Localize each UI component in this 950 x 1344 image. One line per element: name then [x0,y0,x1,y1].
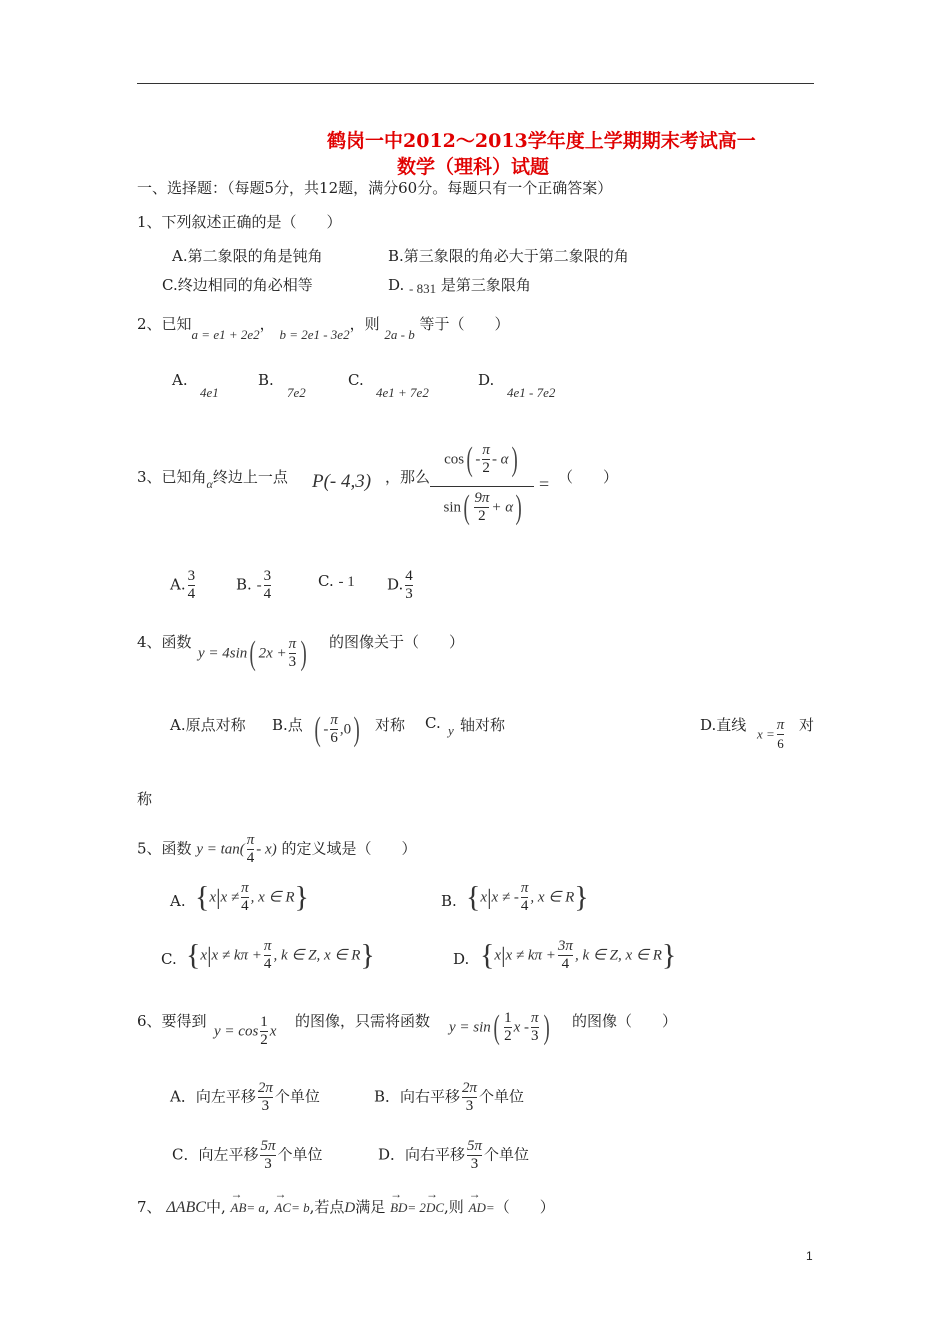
q3-option-a-frac [188,568,196,603]
q3-option-b [236,568,273,603]
q1-option-d-tail: 是第三象限角 [440,276,531,294]
q6-function-2-n: 1 [504,1010,512,1026]
q2-option-b: 7e2 [287,385,306,400]
q7-point-d: D [344,1200,356,1216]
q5-option-b-tail: , x ∈ R [530,889,575,906]
q5-option-c-label: C. [161,950,177,968]
q5-option-c-pre: x [200,947,208,964]
q4-option-b-rparen: ) [353,710,360,748]
q3-option-c-label: C. [318,572,334,590]
q5-option-d-tail: , k ∈ Z, x ∈ R [574,947,662,964]
q6-option-d-frac [467,1138,482,1173]
q6-option-b-pre: B．向右平移 [374,1087,461,1106]
q7-vector-ac: → AC [274,1200,291,1216]
q3-option-c-value: - 1 [338,574,355,590]
q3-option-b-sign: - [256,577,262,594]
q3-mid: 终边上一点 [212,468,288,486]
q6-option-b-tail: 个单位 [479,1087,525,1106]
q3-denominator-frac-n: 9π [474,490,490,506]
q5-option-d: {x|x ≠ kπ + $\frac{3\pi}{4}$ , k ∈ Z, x ∈ R} [480,938,677,972]
q2-option-a: 4e1 [200,385,219,400]
q3-numerator-lparen: ( [466,440,473,478]
q6-function-1-tail: x [269,1023,277,1040]
q6-function-2-lparen: ( [493,1008,500,1046]
q6-function-2-frac2 [531,1010,539,1045]
q2-option-b-label: B. [258,371,274,389]
q5-option-a-mid: x ≠ [220,889,240,906]
q5-option-a-pre: x [209,889,217,906]
q1-option-d [388,274,531,295]
q4-option-d-label: D.直线 [700,716,747,734]
q5-option-d-d: 4 [561,956,570,972]
q4-option-b-frac [330,712,338,747]
q7-triangle: ΔABC [166,1199,206,1216]
q5-option-b-mid: x ≠ - [491,889,519,906]
q5-option-c-d: 4 [263,956,272,972]
q7-vector-ac-eq: = b [291,1200,310,1215]
q3-option-d-n: 4 [405,568,413,584]
q4-stem-pre: 4、函数 [137,633,192,651]
q4-function-name: y = 4sin [198,645,248,662]
q6-option-b-frac [462,1080,477,1115]
header-rule [137,83,814,84]
page-number: 1 [806,1249,813,1263]
q6-function-2-name: y = sin [449,1019,491,1036]
q7-then: ,则 [444,1198,464,1216]
q6-option-a-d: 3 [261,1098,270,1114]
q3-option-a-label: A. [170,575,186,594]
q5-option-a-n: π [241,880,249,896]
q5-option-a-label: A. [170,892,186,910]
q4-option-b-d: 6 [330,730,338,746]
q7-stem [137,1196,555,1217]
q5-option-c-n: π [263,938,272,954]
q5-option-c-tail: , k ∈ Z, x ∈ R [273,947,361,964]
q5-option-d-frac [558,938,573,973]
q2-expression: 2a - b [384,327,415,342]
q6-option-c-frac [260,1138,275,1173]
q7-tail: （ ） [494,1198,555,1216]
q7-vector-ad: → AD [469,1200,486,1216]
q5-tail: 的定义域是（ ） [281,839,417,858]
q3-option-b-frac [264,568,272,603]
q6-function-2-frac1 [504,1010,512,1045]
q3-denominator [434,490,534,525]
q6-mid: 的图像，只需将函数 [295,1012,431,1030]
q4-option-b-n: π [330,712,338,728]
q2-option-d: 4e1 - 7e2 [507,385,556,400]
q3-numerator-frac-n: π [482,442,490,458]
q3-option-b-label: B. [236,575,252,594]
q6-function-1-d: 2 [260,1032,268,1048]
q4-option-b-point [312,712,362,747]
q6-function-2-pd: 3 [531,1028,539,1044]
q6-option-c-tail: 个单位 [277,1145,323,1164]
q3-denominator-fn: sin [443,499,462,516]
q6-function-2-rparen: ) [543,1008,550,1046]
q7-point-label: ,若点 [309,1198,345,1216]
q6-option-d-d: 3 [470,1156,479,1172]
q2-option-a-label: A. [172,371,188,389]
q3-denominator-frac-d: 2 [478,508,486,524]
q5-option-d-n: 3π [557,938,573,954]
q3-option-c [318,572,355,591]
q5-function: y = tan( [196,841,245,858]
q3-stem-pre: 3、已知角 [137,468,207,486]
q6-option-c [172,1138,323,1173]
q2-then: ，则 [349,315,380,333]
q5-option-b-n: π [520,880,529,896]
q4-option-b-suffix: 对称 [375,716,406,734]
q3-option-b-n: 3 [263,568,272,584]
q1-option-d-label: D. [388,276,405,294]
q4-option-b-tail: ,0 [339,721,352,738]
q6-option-a-pre: A．向左平移 [170,1087,256,1106]
q4-option-b-label: B.点 [272,716,303,734]
q6-option-d [378,1138,529,1173]
q6-option-a-tail: 个单位 [274,1087,320,1106]
exam-title-line2: 数学（理科）试题 [397,156,550,178]
q7-vector-ab-eq: = a [246,1200,265,1215]
q3-denominator-tail: + α [491,499,514,516]
q3-stem [137,466,288,491]
q5-option-b-label: B. [441,892,457,910]
q5-frac [247,832,255,867]
q4-option-b-minus: - [323,721,329,738]
q4-rparen: ) [300,634,307,672]
q6-tail: 的图像（ ） [572,1012,678,1030]
q7-vector-ad-eq: = [485,1200,495,1215]
q5-frac-n: π [246,832,255,848]
q7-number: 7、 [137,1198,162,1216]
q6-function-1-n: 1 [260,1014,268,1030]
q6-option-a [170,1080,320,1115]
q6-option-c-n: 5π [260,1138,276,1154]
q1-option-c: C.终边相同的角必相等 [162,276,313,294]
q5-option-b-pre: x [480,889,488,906]
q3-numerator-fn: cos [444,451,465,468]
q4-function [198,636,310,671]
q4-frac-n: π [288,636,297,652]
q2-option-c: 4e1 + 7e2 [376,385,429,400]
q4-tail: 的图像关于（ ） [329,633,465,651]
q4-option-d-wrap: 称 [137,790,153,808]
q3-denominator-frac [474,490,489,525]
q2-condition-b: b = 2e1 - 3e2 [279,327,350,342]
q4-option-d-var: x = [757,726,775,742]
q6-function-1 [214,1014,276,1049]
q4-option-d-n: π [776,717,785,733]
q3-option-b-d: 4 [263,586,272,602]
q2-comma: ， [259,315,275,333]
q6-option-b [374,1080,524,1115]
q6-option-d-tail: 个单位 [484,1145,530,1164]
q5-stem-pre: 5、函数 [137,839,192,858]
q5-option-a-d: 4 [241,898,249,914]
q7-vector-bd: → BD [390,1200,407,1216]
q4-option-c-var: y [448,723,454,738]
q7-vector-dc: → DC [426,1200,444,1216]
q3-option-d-frac [405,568,413,603]
q3-option-d-label: D. [387,575,404,594]
q3-option-d [387,568,415,603]
q6-function-2-d: 2 [504,1028,512,1044]
q6-stem-pre: 6、要得到 [137,1012,207,1030]
q1-option-a: A.第二象限的角是钝角 [172,247,323,265]
q2-condition-a: a = e1 + 2e2 [191,327,260,342]
q3-option-a-n: 3 [187,568,196,584]
q5-option-b-d: 4 [520,898,529,914]
q3-denominator-lparen: ( [463,488,470,526]
q5-option-a-frac [241,880,249,915]
q5-option-d-label: D. [453,950,470,968]
q6-option-a-frac [258,1080,273,1115]
q6-option-c-d: 3 [264,1156,272,1172]
q5-function-tail: - x) [256,841,277,858]
q3-option-a [170,568,197,603]
q5-option-c-frac [264,938,272,973]
q3-equals: = [539,474,550,494]
q4-option-c-tail: 轴对称 [460,716,506,734]
q6-option-d-pre: D．向右平移 [378,1145,466,1164]
q1-option-b: B.第三象限的角必大于第二象限的角 [388,247,629,265]
q3-fraction-bar [430,486,534,487]
q4-inner: 2x + [258,645,287,662]
q3-numerator-frac [482,442,490,477]
section-heading: 一、选择题：（每题5分，共12题，满分60分。每题只有一个正确答案） [137,179,613,197]
q4-option-d-frac [777,717,785,752]
q3-option-a-d: 4 [187,586,196,602]
q7-vector-ab: → AB [231,1200,247,1216]
q5-stem [137,832,417,867]
q2-option-d-label: D. [478,371,495,389]
q2-tail: 等于（ ） [419,315,510,333]
q1-option-d-math: - 831 [409,281,437,296]
q3-denominator-rparen: ) [515,488,522,526]
q3-tail: （ ） [558,468,619,486]
q7-vector-bd-eq: = 2 [407,1200,426,1215]
q6-function-2-mid: x - [513,1019,530,1036]
q3-point: P(- 4,3) [312,471,372,492]
q4-frac-d: 3 [288,654,297,670]
q4-frac [289,636,297,671]
q3-alpha: α [206,477,213,491]
q2-stem-pre: 2、已知 [137,315,192,333]
q4-option-c-label: C. [425,714,441,732]
q5-option-c-mid: x ≠ kπ + [211,947,262,964]
q2-stem [137,313,510,342]
q3-then: ，那么 [385,468,431,486]
q6-function-1-name: y = cos [214,1023,259,1040]
q6-function-1-frac [260,1014,268,1049]
q6-option-a-n: 2π [257,1080,273,1096]
q2-option-c-label: C. [348,371,364,389]
q5-option-b: {x|x ≠ - $\frac{\pi}{4}$ , x ∈ R} [466,880,589,914]
q7-zh1: 中, [205,1198,226,1216]
q4-option-d-d: 6 [777,736,784,751]
q5-option-c: {x|x ≠ kπ + $\frac{\pi}{4}$ , k ∈ Z, x ∈ R} [186,938,375,972]
q7-comma: , [264,1198,270,1216]
exam-title-line1: 鹤岗一中2012～2013学年度上学期期末考试高一 [327,130,756,152]
q5-option-d-mid: x ≠ kπ + [505,947,556,964]
q1-stem: 1、下列叙述正确的是（ ） [137,213,342,231]
q5-option-d-pre: x [494,947,502,964]
q3-option-d-d: 3 [405,586,413,602]
q3-numerator-rparen: ) [511,440,518,478]
q6-option-c-pre: C．向左平移 [172,1145,259,1164]
q4-option-d-expr [757,717,786,752]
q5-option-a-tail: , x ∈ R [250,889,295,906]
q4-option-b-lparen: ( [314,710,321,748]
q6-option-b-d: 3 [465,1098,474,1114]
q7-satisfy: 满足 [355,1198,386,1216]
q4-option-d-suffix: 对 [799,716,815,734]
q4-lparen: ( [249,634,257,672]
q5-option-b-frac [521,880,529,915]
q5-option-a: {x|x ≠ $\frac{\pi}{4}$ , x ∈ R} [195,880,309,914]
q3-numerator [432,442,532,477]
q3-numerator-frac-d: 2 [482,460,490,476]
q6-function-2-pn: π [531,1010,539,1026]
q6-function-2 [449,1010,552,1045]
q6-option-d-n: 5π [467,1138,483,1154]
q4-option-a: A.原点对称 [170,716,246,734]
q3-numerator-minus: - [475,451,481,468]
q3-numerator-tail: - α [491,451,509,468]
q6-option-b-n: 2π [462,1080,478,1096]
q5-frac-d: 4 [246,850,255,866]
